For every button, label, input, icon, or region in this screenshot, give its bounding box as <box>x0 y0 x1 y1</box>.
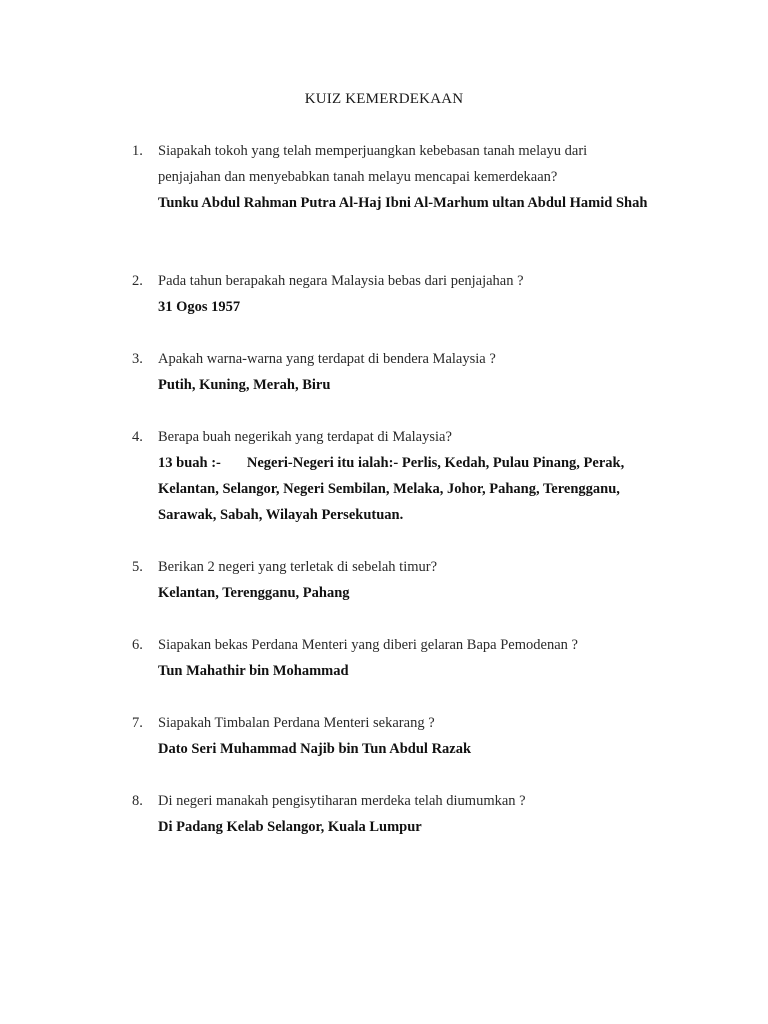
question-row <box>132 632 652 658</box>
question-text: Siapakah tokoh yang telah memperjuangkan kebebasan tanah melayu dari penjajahan dan menyebabkan tanah melayu mencapai kemerdekaan? <box>158 143 588 185</box>
page-title: KUIZ KEMERDEKAAN <box>304 91 464 107</box>
answer-text: Kelantan, Terengganu, Pahang <box>158 585 350 601</box>
question-number: 3. <box>132 351 143 367</box>
question-number: 8. <box>132 793 143 809</box>
question-text: Apakah warna-warna yang terdapat di bendera Malaysia ? <box>158 351 496 367</box>
quiz-item <box>132 710 652 762</box>
quiz-item <box>132 788 652 840</box>
quiz-item <box>132 554 652 606</box>
question-number: 6. <box>132 637 143 653</box>
question-row <box>132 788 652 814</box>
quiz-item <box>132 346 652 398</box>
question-row <box>132 554 652 580</box>
answer-text <box>158 450 652 528</box>
answer-text: Putih, Kuning, Merah, Biru <box>158 377 331 393</box>
question-row <box>132 268 652 294</box>
answer-prefix: 13 buah :- <box>158 455 221 471</box>
answer-text: Dato Seri Muhammad Najib bin Tun Abdul Razak <box>158 741 472 757</box>
question-text: Siapakan bekas Perdana Menteri yang diberi gelaran Bapa Pemodenan ? <box>158 637 578 653</box>
question-row <box>132 424 652 450</box>
quiz-item <box>132 424 652 528</box>
question-text: Pada tahun berapakah negara Malaysia bebas dari penjajahan ? <box>158 273 524 289</box>
quiz-item <box>132 138 652 216</box>
quiz-item <box>132 268 652 320</box>
question-text: Siapakah Timbalan Perdana Menteri sekarang ? <box>158 715 435 731</box>
answer-text: Tunku Abdul Rahman Putra Al-Haj Ibni Al-Marhum ultan Abdul Hamid Shah <box>158 195 648 211</box>
answer-body: Negeri-Negeri itu ialah:- Perlis, Kedah, Pulau Pinang, Perak, Kelantan, Selangor, Negeri Sembilan, Melaka, Johor, Pahang, Terengganu, Sarawak, Sabah, Wilayah Persekutuan. <box>158 455 625 523</box>
question-number: 2. <box>132 273 143 289</box>
answer-text: Tun Mahathir bin Mohammad <box>158 663 349 679</box>
question-text: Berikan 2 negeri yang terletak di sebelah timur? <box>158 559 438 575</box>
question-number: 5. <box>132 559 143 575</box>
question-text: Di negeri manakah pengisytiharan merdeka telah diumumkan ? <box>158 793 526 809</box>
quiz-item <box>132 632 652 684</box>
question-number: 4. <box>132 429 143 445</box>
answer-text: Di Padang Kelab Selangor, Kuala Lumpur <box>158 819 422 835</box>
question-row <box>132 346 652 372</box>
answer-text: 31 Ogos 1957 <box>158 299 241 315</box>
question-row <box>132 710 652 736</box>
question-text: Berapa buah negerikah yang terdapat di Malaysia? <box>158 429 452 445</box>
question-number: 7. <box>132 715 143 731</box>
question-row <box>132 138 652 190</box>
question-number: 1. <box>132 143 143 159</box>
